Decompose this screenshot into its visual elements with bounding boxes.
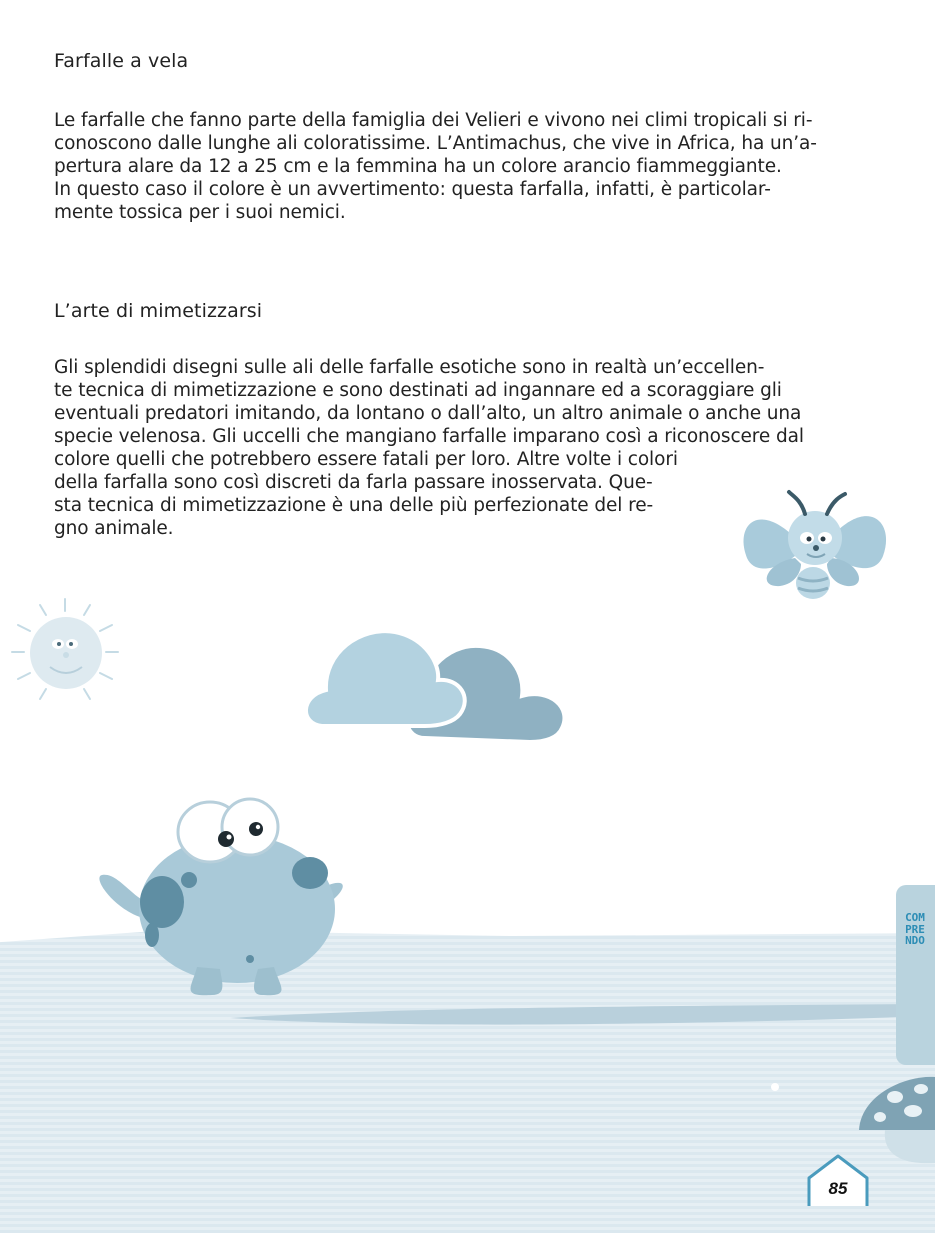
text-line: mente tossica per i suoi nemici.	[54, 202, 346, 223]
dot-decoration	[770, 1082, 780, 1092]
butterfly-illustration	[735, 488, 895, 608]
text-line: In questo caso il colore è un avvertimento: questa farfalla, infatti, è particolar-	[54, 179, 771, 200]
page-number: 85	[828, 1179, 848, 1198]
text-line: pertura alare da 12 a 25 cm e la femmina ha un colore arancio fiammeggiante.	[54, 156, 782, 177]
text-line: sta tecnica di mimetizzazione è una delle più perfezionate del re-	[54, 495, 654, 516]
sun-illustration	[10, 597, 120, 707]
text-line: della farfalla sono così discreti da farla passare inosservata. Que-	[54, 472, 653, 493]
text-line: gno animale.	[54, 518, 174, 539]
text-line: Le farfalle che fanno parte della famiglia dei Velieri e vivono nei climi tropicali si ri-	[54, 110, 813, 131]
frog-illustration	[92, 797, 352, 997]
text-line: conoscono dalle lunghe ali coloratissime. L’Antimachus, che vive in Africa, ha un’a-	[54, 133, 817, 154]
text-line: colore quelli che potrebbero essere fatali per loro. Altre volte i colori	[54, 449, 678, 470]
text-line: te tecnica di mimetizzazione e sono destinati ad ingannare ed a scoraggiare gli	[54, 380, 782, 401]
clouds-illustration	[300, 618, 590, 758]
text-line: eventuali predatori imitando, da lontano o dall’alto, un altro animale o anche una	[54, 403, 802, 424]
paragraph-farfalle-a-vela	[54, 109, 884, 224]
section-title-arte-di-mimetizzarsi: L’arte di mimetizzarsi	[54, 300, 263, 322]
text-line: specie velenosa. Gli uccelli che mangiano farfalle imparano così a riconoscere dal	[54, 426, 804, 447]
side-tab-label: COMPRENDO	[905, 911, 925, 947]
section-title-farfalle-a-vela: Farfalle a vela	[54, 50, 189, 72]
text-line: Gli splendidi disegni sulle ali delle farfalle esotiche sono in realtà un’eccellen-	[54, 357, 765, 378]
shadow-shape	[230, 1000, 935, 1030]
